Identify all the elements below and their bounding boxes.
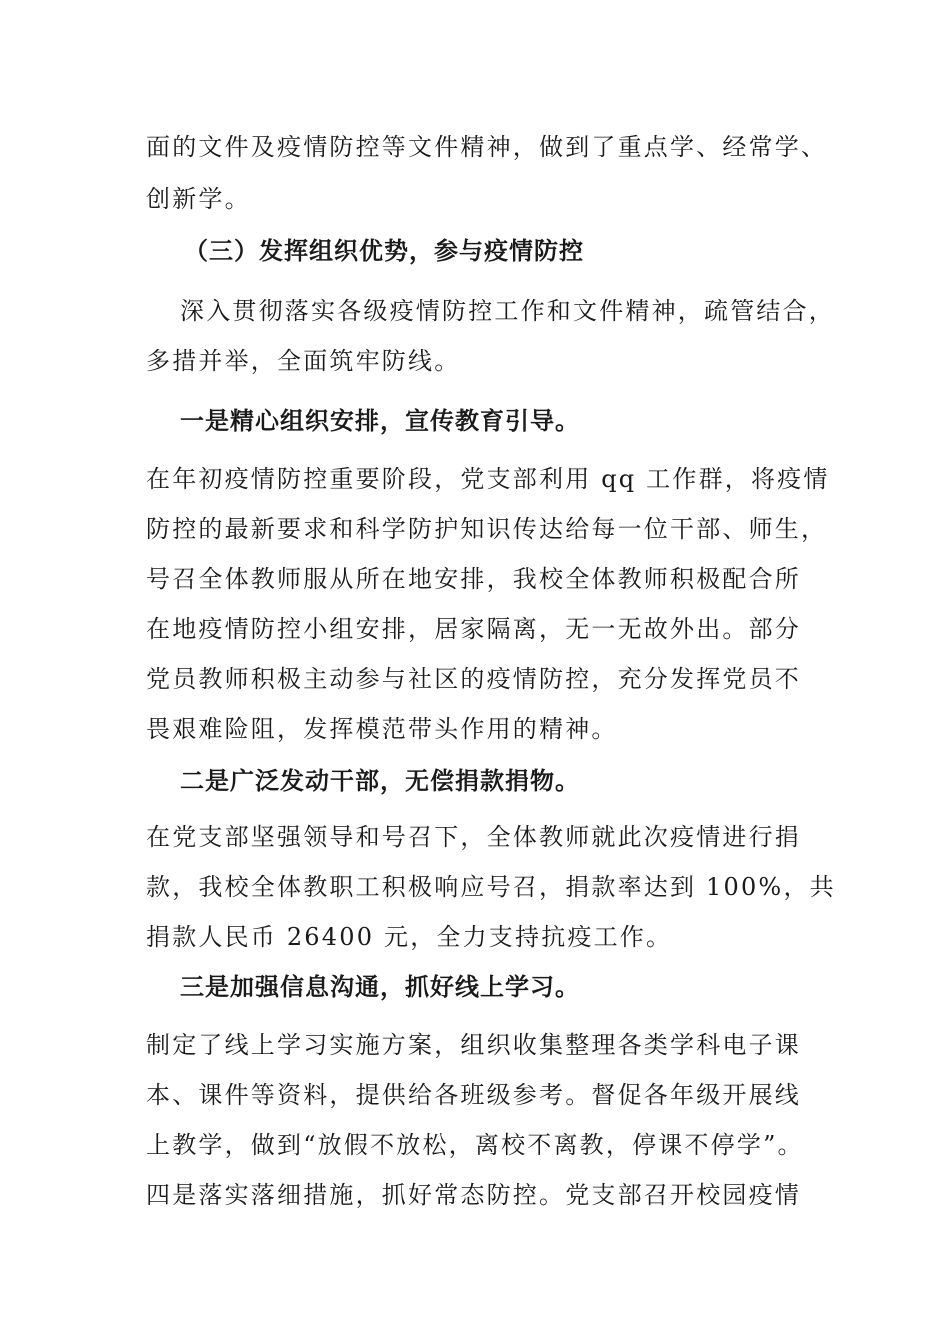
- subheading: 三是加强信息沟通，抓好线上学习。: [180, 972, 580, 1001]
- paragraph-line: 号召全体教师服从所在地安排，我校全体教师积极配合所: [146, 565, 801, 593]
- paragraph-line: 款，我校全体教职工积极响应号召，捐款率达到 100%，共: [146, 873, 836, 901]
- paragraph-line: 深入贯彻落实各级疫情防控工作和文件精神，疏管结合，: [180, 297, 835, 325]
- paragraph-line: 面的文件及疫情防控等文件精神，做到了重点学、经常学、: [146, 133, 828, 161]
- paragraph-line: 党员教师积极主动参与社区的疫情防控，充分发挥党员不: [146, 665, 801, 693]
- section-heading: （三）发挥组织优势，参与疫情防控: [184, 236, 584, 265]
- paragraph-line: 上教学，做到“放假不放松，离校不离教，停课不停学”。: [146, 1131, 804, 1159]
- paragraph-line: 多措并举，全面筑牢防线。: [146, 347, 461, 375]
- paragraph-line: 在党支部坚强领导和号召下，全体教师就此次疫情进行捐: [146, 823, 801, 851]
- paragraph-line: 捐款人民币 26400 元，全力支持抗疫工作。: [146, 923, 673, 951]
- subheading: 二是广泛发动干部，无偿捐款捐物。: [180, 766, 580, 795]
- paragraph-line: 制定了线上学习实施方案，组织收集整理各类学科电子课: [146, 1031, 801, 1059]
- paragraph-line: 畏艰难险阻，发挥模范带头作用的精神。: [146, 715, 618, 743]
- subheading: 一是精心组织安排，宣传教育引导。: [180, 406, 580, 435]
- paragraph-line: 在年初疫情防控重要阶段，党支部利用 qq 工作群，将疫情: [146, 465, 830, 493]
- paragraph-line: 四是落实落细措施，抓好常态防控。党支部召开校园疫情: [146, 1181, 801, 1209]
- paragraph-line: 防控的最新要求和科学防护知识传达给每一位干部、师生，: [146, 515, 828, 543]
- paragraph-line: 创新学。: [146, 185, 251, 213]
- paragraph-line: 在地疫情防控小组安排，居家隔离，无一无故外出。部分: [146, 615, 801, 643]
- paragraph-line: 本、课件等资料，提供给各班级参考。督促各年级开展线: [146, 1081, 801, 1109]
